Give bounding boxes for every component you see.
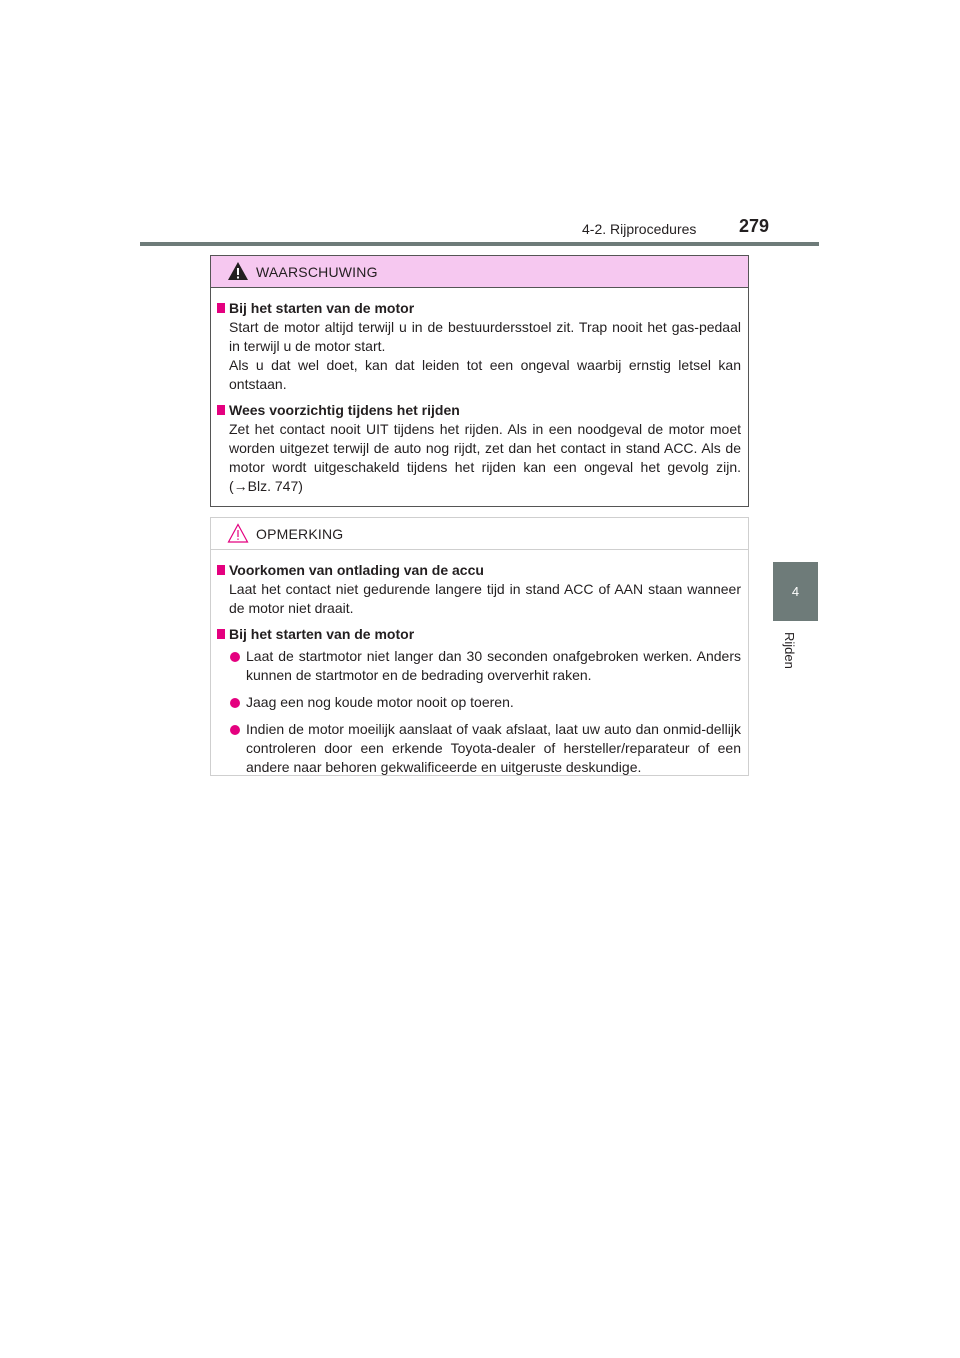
notice-item-heading: Bij het starten van de motor	[229, 626, 415, 642]
notice-bullet	[229, 647, 741, 685]
chapter-tab: 4	[773, 562, 818, 621]
warning-item	[217, 299, 741, 394]
caution-triangle-icon	[227, 523, 249, 543]
square-bullet-icon	[217, 629, 225, 639]
warning-box	[210, 255, 749, 507]
warning-item	[217, 401, 741, 496]
notice-item-text: Laat het contact niet gedurende langere tijd in stand ACC of AAN staan wanneer de motor niet draait.	[229, 581, 741, 616]
warning-title: WAARSCHUWING	[256, 264, 378, 280]
round-bullet-icon	[230, 652, 240, 662]
notice-body	[211, 550, 748, 777]
notice-bullet	[229, 720, 741, 777]
warning-item-text: Als u dat wel doet, kan dat leiden tot een ongeval waarbij ernstig letsel kan ontstaan.	[229, 357, 741, 392]
warning-item-text: Zet het contact nooit UIT tijdens het rijden. Als in een noodgeval de motor moet worden uitgezet terwijl de auto nog rijdt, zet dan het contact in stand ACC. Als de motor wordt uitgeschakeld tijdens het rijden kan een ongeval het gevolg zijn. (→Blz. 747)	[229, 421, 741, 494]
square-bullet-icon	[217, 303, 225, 313]
notice-bullet-text: Jaag een nog koude motor nooit op toeren.	[246, 694, 514, 710]
notice-bullet	[229, 693, 741, 712]
chapter-label: Rijden	[782, 632, 797, 669]
warning-body	[211, 288, 748, 496]
notice-bullet-text: Indien de motor moeilijk aanslaat of vaak afslaat, laat uw auto dan onmid-dellijk controleren door een erkende Toyota-dealer of hersteller/reparateur of een andere naar behoren gekwalificeerde en uitgeruste deskundige.	[246, 721, 741, 775]
round-bullet-icon	[230, 725, 240, 735]
notice-box	[210, 517, 749, 776]
warning-item-heading: Wees voorzichtig tijdens het rijden	[229, 402, 460, 418]
notice-title: OPMERKING	[256, 526, 344, 542]
warning-header	[211, 256, 748, 288]
notice-bullet-text: Laat de startmotor niet langer dan 30 seconden onafgebroken werken. Anders kunnen de startmotor en de bedrading oververhit raken.	[246, 648, 741, 683]
notice-header	[211, 518, 748, 550]
header-section: 4-2. Rijprocedures	[582, 221, 697, 237]
warning-triangle-icon	[227, 261, 249, 281]
warning-item-heading: Bij het starten van de motor	[229, 300, 415, 316]
warning-item-text: Start de motor altijd terwijl u in de bestuurdersstoel zit. Trap nooit het gas-pedaal in terwijl u de motor start.	[229, 319, 741, 354]
header-rule	[140, 242, 819, 246]
round-bullet-icon	[230, 698, 240, 708]
square-bullet-icon	[217, 405, 225, 415]
notice-item	[217, 561, 741, 618]
page-number: 279	[739, 216, 770, 236]
notice-item-heading: Voorkomen van ontlading van de accu	[229, 562, 484, 578]
notice-item	[217, 625, 741, 777]
square-bullet-icon	[217, 565, 225, 575]
